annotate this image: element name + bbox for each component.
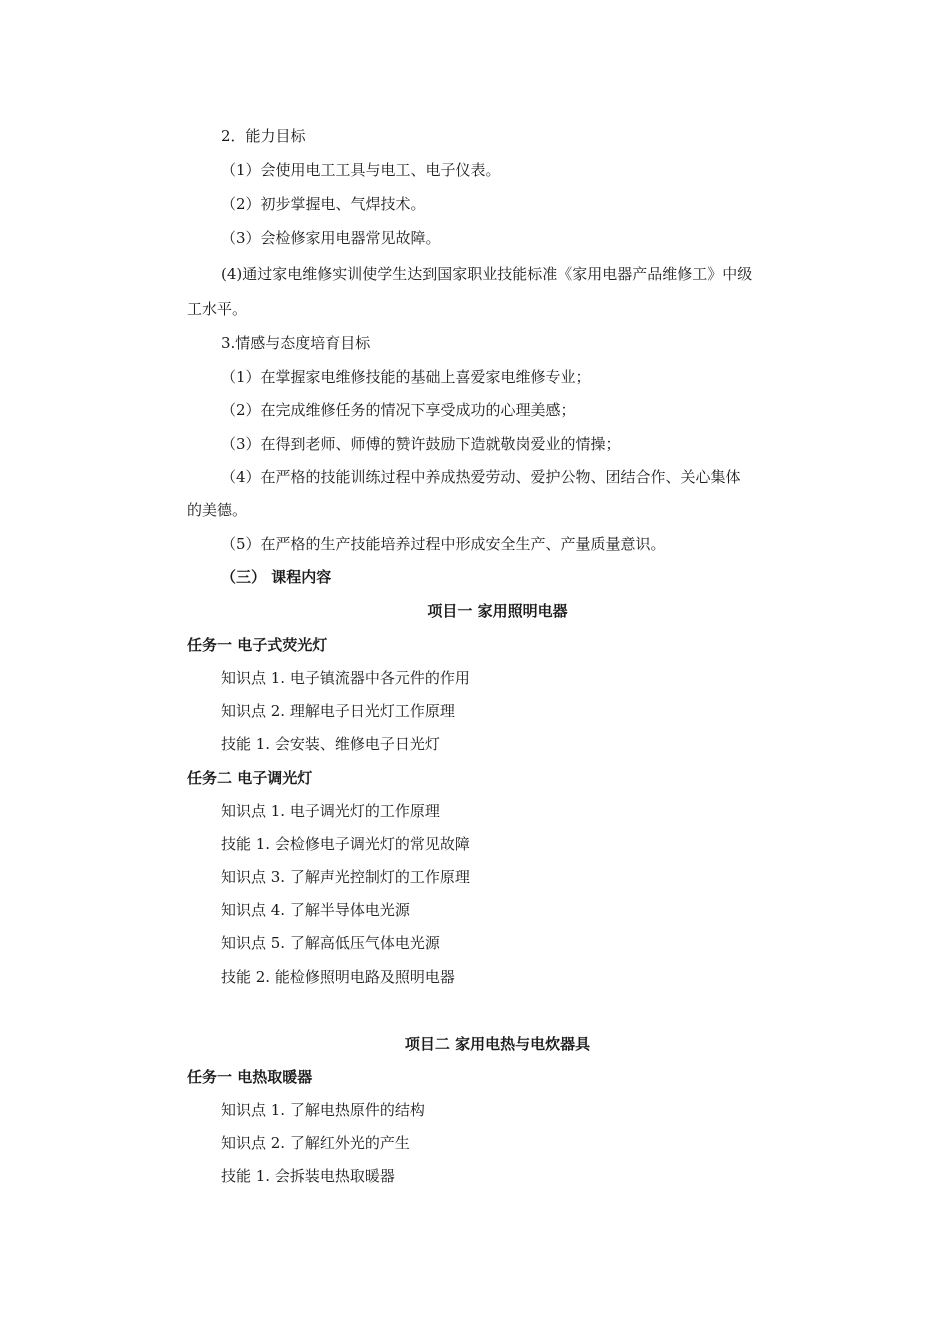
project1-task1-title: 任务一 电子式荧光灯 [187,636,328,654]
ability-item-1: （1）会使用电工工具与电工、电子仪表。 [221,161,501,179]
list-item: 技能 1. 会安装、维修电子日光灯 [221,735,440,753]
list-item: 技能 2. 能检修照明电路及照明电器 [221,968,455,986]
ability-item-4-line1: (4)通过家电维修实训使学生达到国家职业技能标准《家用电器产品维修工》中级 [221,265,753,283]
ability-item-3: （3）会检修家用电器常见故障。 [221,229,441,247]
emotion-item-1: （1）在掌握家电维修技能的基础上喜爱家电维修专业； [221,368,591,386]
list-item: 知识点 1. 电子镇流器中各元件的作用 [221,669,470,687]
emotion-heading: 3.情感与态度培育目标 [221,334,371,352]
list-item: 知识点 4. 了解半导体电光源 [221,901,410,919]
project2-title: 项目二 家用电热与电炊器具 [404,1035,591,1053]
list-item: 知识点 2. 理解电子日光灯工作原理 [221,702,455,720]
list-item: 知识点 5. 了解高低压气体电光源 [221,934,440,952]
ability-item-2: （2）初步掌握电、气焊技术。 [221,195,426,213]
emotion-item-3: （3）在得到老师、师傅的赞许鼓励下造就敬岗爱业的情操； [221,435,621,453]
list-item: 知识点 3. 了解声光控制灯的工作原理 [221,868,470,886]
emotion-item-4-line1: （4）在严格的技能训练过程中养成热爱劳动、爱护公物、团结合作、关心集体 [221,468,741,486]
project2-task1-title: 任务一 电热取暖器 [187,1068,313,1086]
list-item: 知识点 2. 了解红外光的产生 [221,1134,410,1152]
list-item: 技能 1. 会拆装电热取暖器 [221,1167,395,1185]
course-content-heading: （三） 课程内容 [221,568,332,586]
emotion-item-2: （2）在完成维修任务的情况下享受成功的心理美感； [221,401,576,419]
list-item: 知识点 1. 电子调光灯的工作原理 [221,802,440,820]
ability-item-4-line2: 工水平。 [187,300,248,318]
list-item: 知识点 1. 了解电热原件的结构 [221,1101,425,1119]
ability-heading: 2．能力目标 [221,127,306,145]
emotion-item-5: （5）在严格的生产技能培养过程中形成安全生产、产量质量意识。 [221,535,666,553]
project1-title: 项目一 家用照明电器 [427,602,568,620]
emotion-item-4-line2: 的美德。 [187,501,248,519]
list-item: 技能 1. 会检修电子调光灯的常见故障 [221,835,470,853]
project1-task2-title: 任务二 电子调光灯 [187,769,313,787]
